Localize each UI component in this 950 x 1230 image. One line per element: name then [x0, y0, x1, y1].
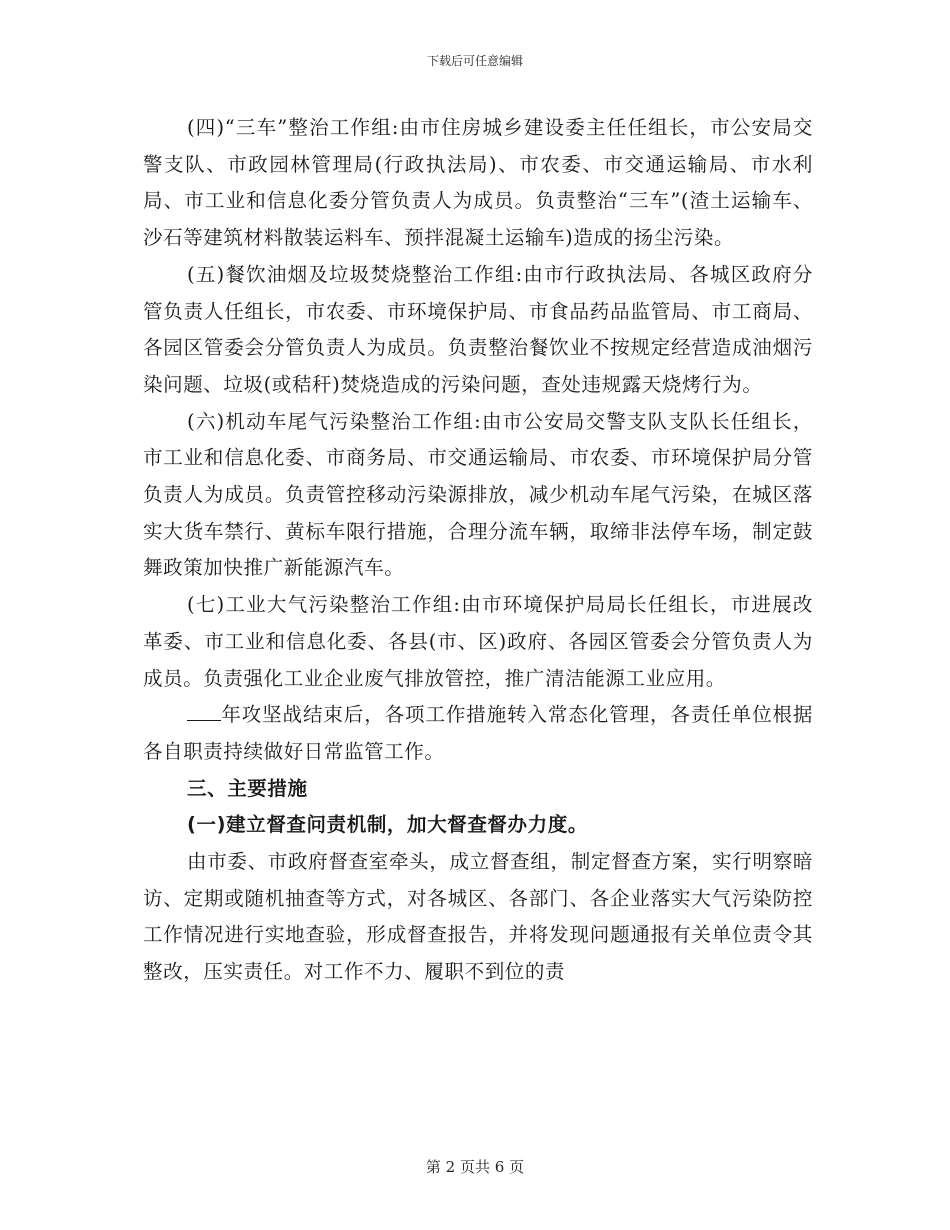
blank-underline: [187, 700, 221, 721]
page-header: 下载后可任意编辑: [426, 54, 523, 68]
subsection-heading-1: (一)建立督查问责机制，加大督查督办力度。: [187, 813, 588, 837]
paragraph-year-text: 年攻坚战结束后，各项工作措施转入常态化管理，各责任单位根据各自职责持续做好日常监管工作。: [143, 703, 813, 763]
page-footer: 第 2 页共 6 页: [425, 1158, 525, 1176]
paragraph-group-4: (四)“三车”整治工作组:由市住房城乡建设委主任任组长，市公安局交警支队、市政园林管理局(行政执法局)、市农委、市交通运输局、市水利局、市工业和信息化委分管负责人为成员。负责整治“三车”(渣土运输车、沙石等建筑材料散装运料车、预拌混凝土运输车)造成的扬尘污染。: [143, 116, 813, 250]
paragraph-group-6: (六)机动车尾气污染整治工作组:由市公安局交警支队支队长任组长，市工业和信息化委、市商务局、市交通运输局、市农委、市环境保护局分管负责人为成员。负责管控移动污染源排放，减少机动车尾气污染，在城区落实大货车禁行、黄标车限行措施，合理分流车辆，取缔非法停车场，制定鼓舞政策加快推广新能源汽车。: [143, 409, 813, 580]
section-heading-3: 三、主要措施: [187, 776, 308, 800]
paragraph-group-5: (五)餐饮油烟及垃圾焚烧整治工作组:由市行政执法局、各城区政府分管负责人任组长，市农委、市环境保护局、市食品药品监管局、市工商局、各园区管委会分管负责人为成员。负责整治餐饮业不按规定经营造成油烟污染问题、垃圾(或秸秆)焚烧造成的污染问题，查处违规露天烧烤行为。: [143, 262, 813, 396]
document-body: [143, 110, 813, 991]
paragraph-year-note: [143, 697, 813, 770]
paragraph-measure-1: 由市委、市政府督查室牵头，成立督查组，制定督查方案，实行明察暗访、定期或随机抽查等方式，对各城区、各部门、各企业落实大气污染防控工作情况进行实地查验，形成督查报告，并将发现问题通报有关单位责令其整改，压实责任。对工作不力、履职不到位的责: [143, 850, 813, 984]
paragraph-group-7: (七)工业大气污染整治工作组:由市环境保护局局长任组长，市进展改革委、市工业和信息化委、各县(市、区)政府、各园区管委会分管负责人为成员。负责强化工业企业废气排放管控，推广清洁能源工业应用。: [143, 593, 813, 690]
